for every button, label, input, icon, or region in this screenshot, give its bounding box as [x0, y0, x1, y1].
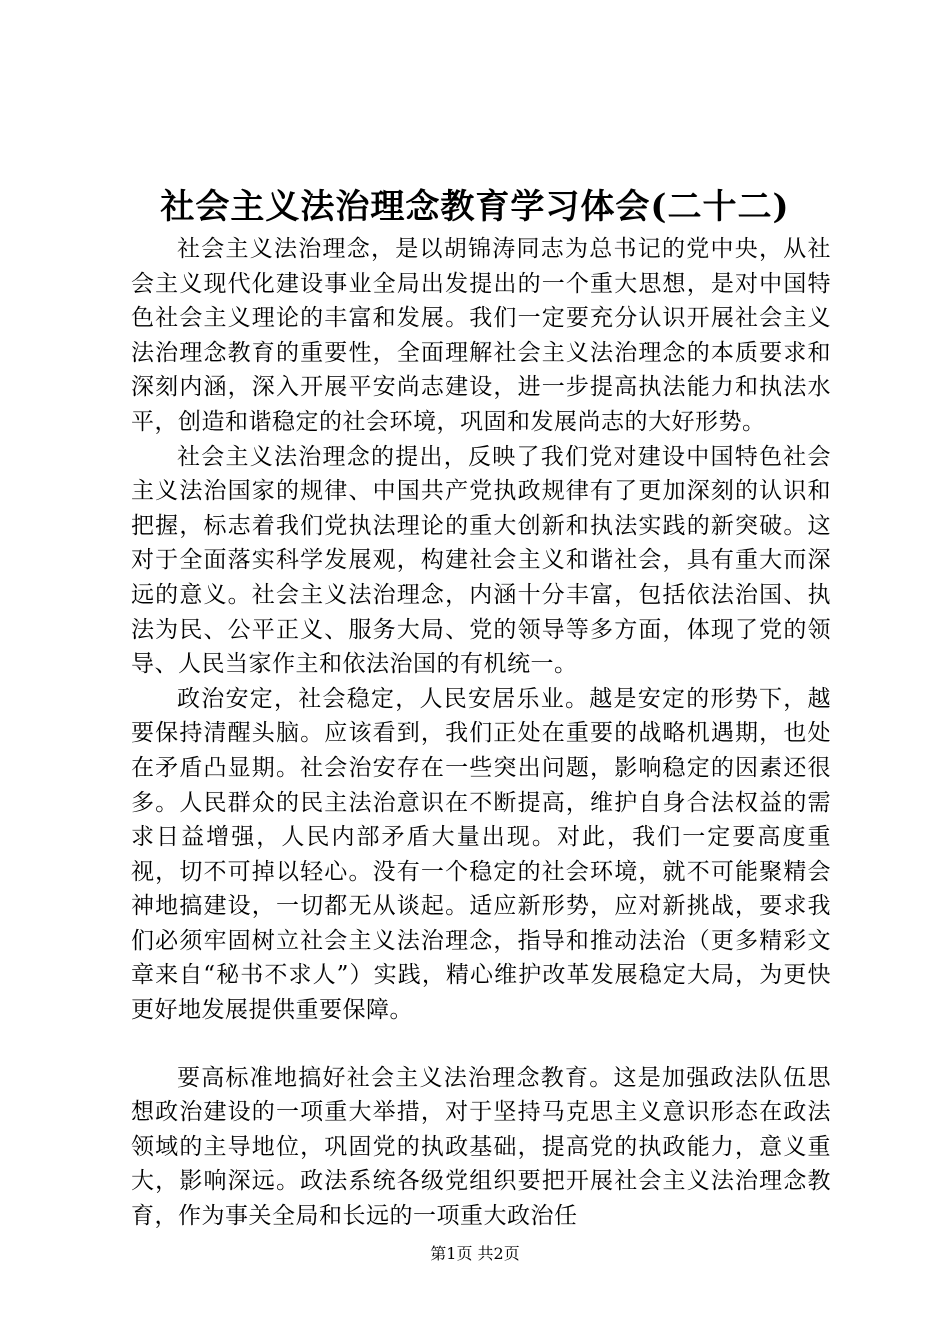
document-title: 社会主义法治理念教育学习体会(二十二)	[160, 187, 790, 227]
paragraph-4: 要高标准地搞好社会主义法治理念教育。这是加强政法队伍思想政治建设的一项重大举措，对于坚持马克思主义意识形态在政法领域的主导地位，巩固党的执政基础，提高党的执政能力，意义重大，影响深远。政法系统各级党组织要把开展社会主义法治理念教育，作为事关全局和长远的一项重大政治任	[131, 1064, 831, 1230]
paragraph-2: 社会主义法治理念的提出，反映了我们党对建设中国特色社会主义法治国家的规律、中国共产党执政规律有了更加深刻的认识和把握，标志着我们党执法理论的重大创新和执法实践的新突破。这对于全面落实科学发展观，构建社会主义和谐社会，具有重大而深远的意义。社会主义法治理念，内涵十分丰富，包括依法治国、执法为民、公平正义、服务大局、党的领导等多方面，体现了党的领导、人民当家作主和依法治国的有机统一。	[131, 443, 831, 678]
paragraph-1: 社会主义法治理念，是以胡锦涛同志为总书记的党中央，从社会主义现代化建设事业全局出发提出的一个重大思想，是对中国特色社会主义理论的丰富和发展。我们一定要充分认识开展社会主义法治理念教育的重要性，全面理解社会主义法治理念的本质要求和深刻内涵，深入开展平安尚志建设，进一步提高执法能力和执法水平，创造和谐稳定的社会环境，巩固和发展尚志的大好形势。	[131, 236, 831, 435]
paragraph-3: 政治安定，社会稳定，人民安居乐业。越是安定的形势下，越要保持清醒头脑。应该看到，我们正处在重要的战略机遇期，也处在矛盾凸显期。社会治安存在一些突出问题，影响稳定的因素还很多。人民群众的民主法治意识在不断提高，维护自身合法权益的需求日益增强，人民内部矛盾大量出现。对此，我们一定要高度重视，切不可掉以轻心。没有一个稳定的社会环境，就不可能聚精会神地搞建设，一切都无从谈起。适应新形势，应对新挑战，要求我们必须牢固树立社会主义法治理念，指导和推动法治（更多精彩文章来自“秘书不求人”）实践，精心维护改革发展稳定大局，为更快更好地发展提供重要保障。	[131, 685, 831, 1024]
page-number-footer: 第1页 共2页	[430, 1244, 520, 1263]
document-body	[131, 232, 831, 1234]
